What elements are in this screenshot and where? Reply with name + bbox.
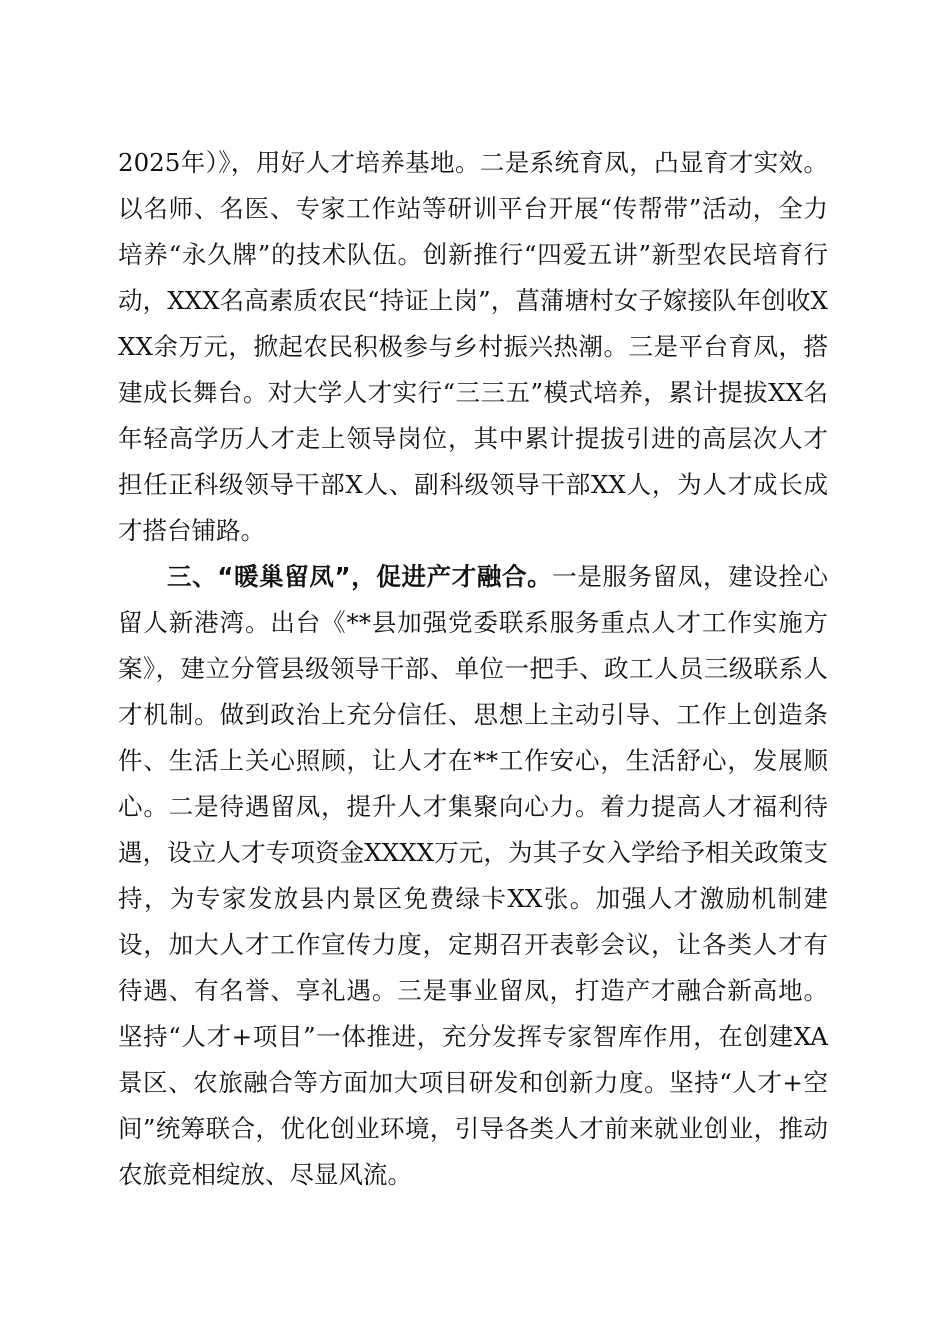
section-three-paragraph: [118, 554, 828, 1198]
document-body: [118, 140, 828, 1198]
paragraph-continuation: 2025年）》，用好人才培养基地。二是系统育凤，凸显育才实效。以名师、名医、专家工作站等研训平台开展“传帮带”活动，全力培养“永久牌”的技术队伍。创新推行“四爱五讲”新型农民培育行动，XXX名高素质农民“持证上岗”，菖蒲塘村女子嫁接队年创收XXX余万元，掀起农民积极参与乡村振兴热潮。三是平台育凤，搭建成长舞台。对大学人才实行“三三五”模式培养，累计提拔XX名年轻高学历人才走上领导岗位，其中累计提拔引进的高层次人才担任正科级领导干部X人、副科级领导干部XX人，为人才成长成才搭台铺路。: [118, 148, 828, 545]
section-three-heading: 三、“暖巢留凤”，促进产才融合。: [167, 562, 553, 591]
section-three-body: 一是服务留凤，建设拴心留人新港湾。出台《**县加强党委联系服务重点人才工作实施方案》，建立分管县级领导干部、单位一把手、政工人员三级联系人才机制。做到政治上充分信任、思想上主动引导、工作上创造条件、生活上关心照顾，让人才在**工作安心，生活舒心，发展顺心。二是待遇留凤，提升人才集聚向心力。着力提高人才福利待遇，设立人才专项资金XXXX万元，为其子女入学给予相关政策支持，为专家发放县内景区免费绿卡XX张。加强人才激励机制建设，加大人才工作宣传力度，定期召开表彰会议，让各类人才有待遇、有名誉、享礼遇。三是事业留凤，打造产才融合新高地。坚持“人才+项目”一体推进，充分发挥专家智库作用，在创建XA景区、农旅融合等方面加大项目研发和创新力度。坚持“人才+空间”统筹联合，优化创业环境，引导各类人才前来就业创业，推动农旅竞相绽放、尽显风流。: [118, 562, 829, 1189]
